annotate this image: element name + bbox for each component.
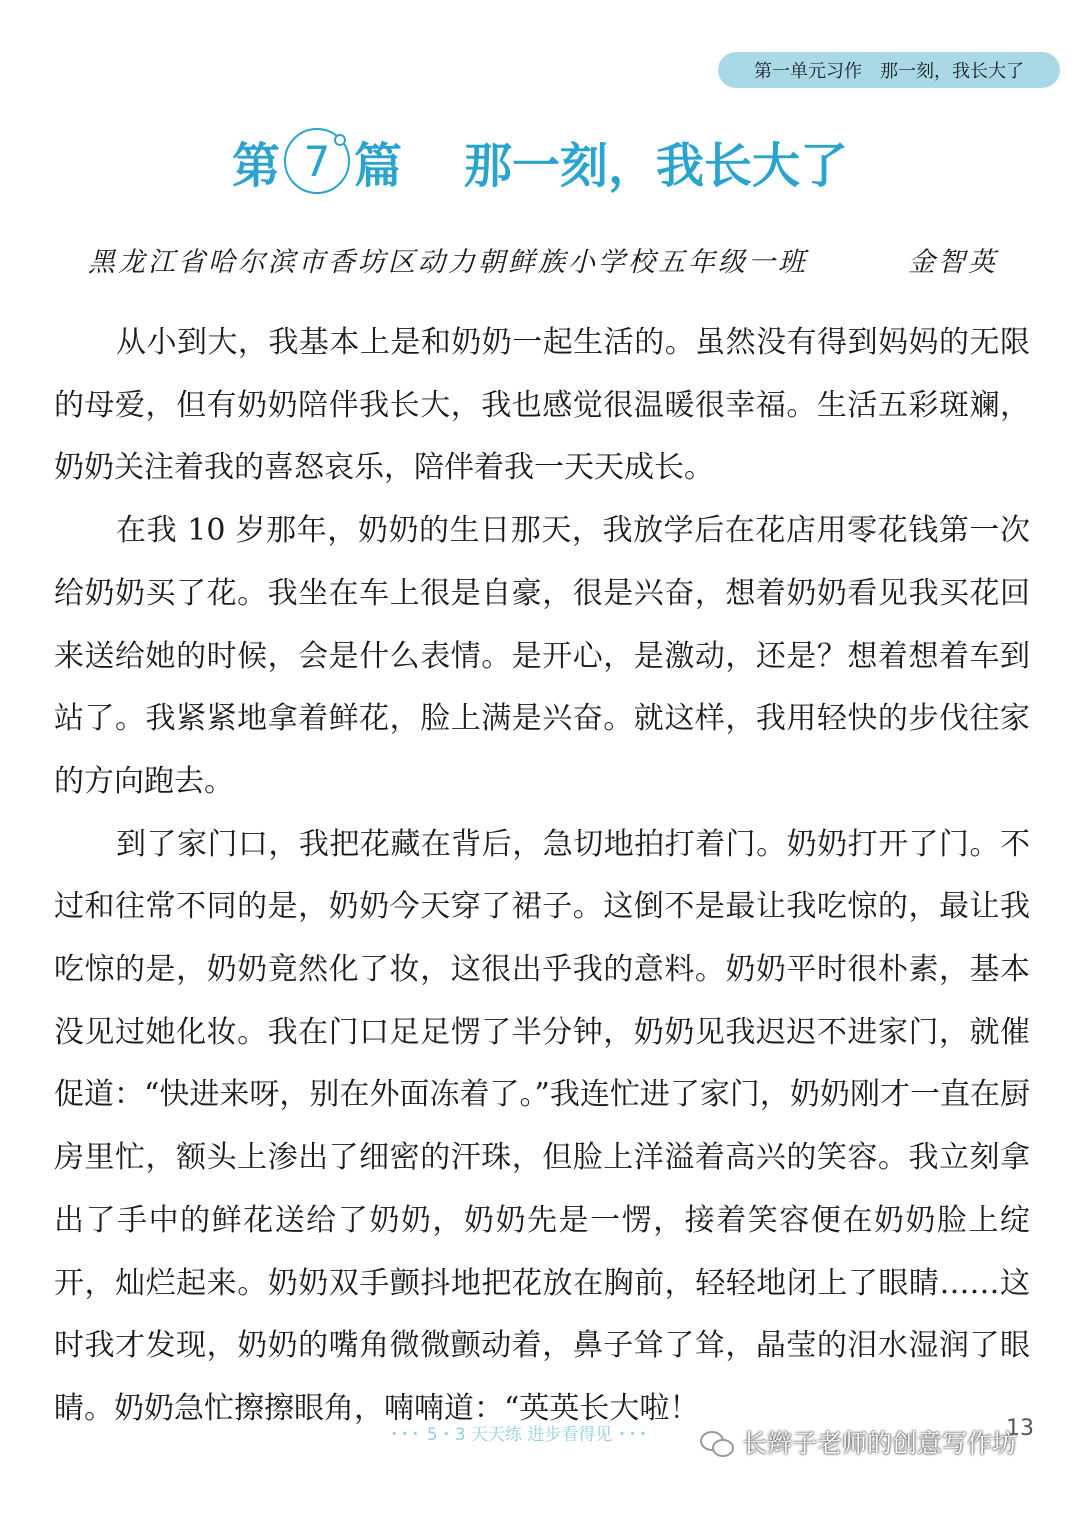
author-line bbox=[88, 240, 998, 279]
title-main: 那一刻，我长大了 bbox=[464, 137, 849, 194]
section-header-tab bbox=[718, 52, 1060, 88]
title-number: 7 bbox=[303, 136, 331, 186]
footer-dots-left: ･･･ bbox=[390, 1425, 422, 1445]
essay-paragraph: 到了家门口，我把花藏在背后，急切地拍打着门。奶奶打开了门。不过和往常不同的是，奶奶今天穿了裙子。这倒不是最让我吃惊的，最让我吃惊的是，奶奶竟然化了妆，这很出乎我的意料。奶奶平时很朴素，基本没见过她化妆。我在门口足足愣了半分钟，奶奶见我迟迟不进家门，就催促道：“快进来呀，别在外面冻着了。”我连忙进了家门，奶奶刚才一直在厨房里忙，额头上渗出了细密的汗珠，但脸上洋溢着高兴的笑容。我立刻拿出了手中的鲜花送给了奶奶，奶奶先是一愣，接着笑容便在奶奶脸上绽开，灿烂起来。奶奶双手颤抖地把花放在胸前，轻轻地闭上了眼睛……这时我才发现，奶奶的嘴角微微颤动着，鼻子耸了耸，晶莹的泪水湿润了眼睛。奶奶急忙擦擦眼角，喃喃道：“英英长大啦！ bbox=[54, 826, 1030, 1426]
section-label: 第一单元习作 那一刻，我长大了 bbox=[754, 61, 1024, 82]
author-school: 黑龙江省哈尔滨市香坊区动力朝鲜族小学校五年级一班 bbox=[88, 247, 808, 278]
footer-slogan-text: 5・3 天天练 进步看得见 bbox=[426, 1425, 613, 1445]
footer-slogan bbox=[390, 1420, 649, 1445]
essay-body bbox=[54, 312, 1030, 1441]
page-number: 13 bbox=[1006, 1416, 1034, 1441]
author-name: 金智英 bbox=[908, 247, 998, 278]
wechat-icon bbox=[700, 1429, 734, 1455]
footer-dots-right: ･･･ bbox=[617, 1425, 650, 1445]
essay-paragraph: 从小到大，我基本上是和奶奶一起生活的。虽然没有得到妈妈的无限的母爱，但有奶奶陪伴我长大，我也感觉很温暖很幸福。生活五彩斑斓，奶奶关注着我的喜怒哀乐，陪伴着我一天天成长。 bbox=[54, 325, 1030, 486]
title-prefix: 第 bbox=[231, 137, 280, 194]
title-suffix: 篇 bbox=[353, 137, 402, 194]
watermark bbox=[700, 1424, 1017, 1460]
watermark-text: 长辫子老师的创意写作坊 bbox=[742, 1429, 1018, 1458]
badge-dot-icon bbox=[334, 134, 346, 146]
page-title bbox=[0, 126, 1080, 196]
essay-paragraph: 在我 10 岁那年，奶奶的生日那天，我放学后在花店用零花钱第一次给奶奶买了花。我坐在车上很是自豪，很是兴奋，想着奶奶看见我买花回来送给她的时候，会是什么表情。是开心，是激动，还是？想着想着车到站了。我紧紧地拿着鲜花，脸上满是兴奋。就这样，我用轻快的步伐往家的方向跑去。 bbox=[54, 513, 1030, 799]
title-number-badge bbox=[284, 128, 350, 194]
